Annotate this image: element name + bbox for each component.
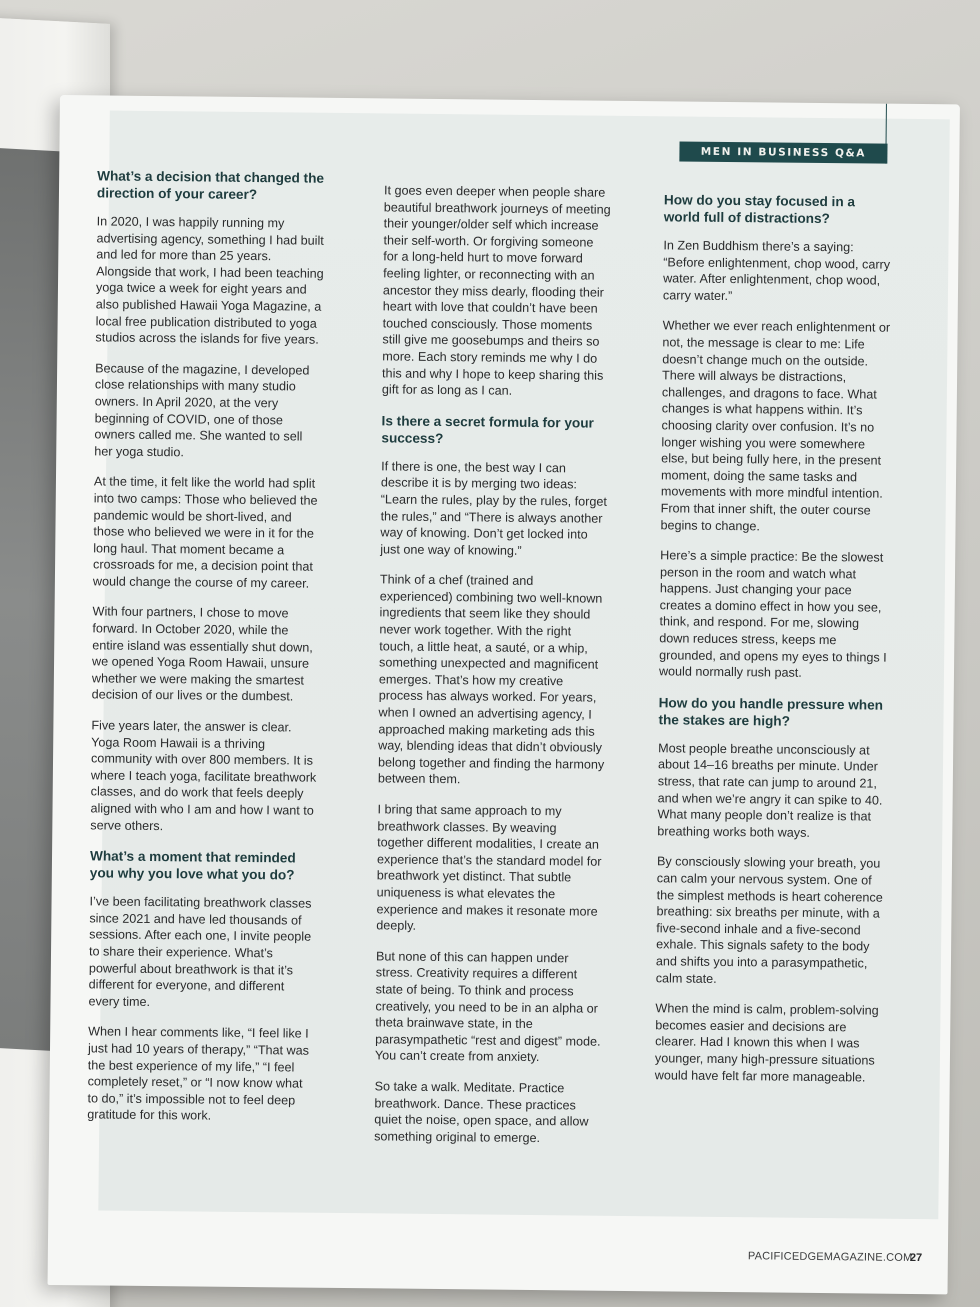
answer-paragraph: With four partners, I chose to move forward. In October 2020, while the entire island was essentially shut down, we opened Yoga Room Hawaii, unsure whether we were making the smartest decision of our lives or the dumbest. bbox=[91, 604, 313, 704]
answer-paragraph: When I hear comments like, “I feel like I just had 10 years of therapy,” “That was the best experience of my life,” “I feel completely reset,” or “I now know what to do,” it’s impossible not to feel deep gratitude for this work. bbox=[87, 1024, 310, 1123]
answer-paragraph: Most people breathe unconsciously at about 14–16 breaths per minute. Under stress, that rate can jump to around 21, and when we’re angry it can spike to 40. What many people don’t realize is that breathing works both ways. bbox=[657, 741, 883, 840]
section-tag: MEN IN BUSINESS Q&A bbox=[679, 141, 887, 163]
question-heading: How do you stay focused in a world full of distractions? bbox=[663, 192, 856, 227]
answer-paragraph: In 2020, I was happily running my advertising agency, something I had built and led for more than 25 years. Alongside that work, I had been teaching yoga twice a week for eight years and also published Hawaii Yoga Magazine, a local free publication distributed to yoga studios across the islands for five years. bbox=[95, 214, 324, 347]
answer-paragraph: But none of this can happen under stress. Creativity requires a different state of being. To think and process creatively, you need to be in an alpha or theta brainwave state, in the parasympathetic “rest and digest” mode. You can’t create from anxiety. bbox=[374, 949, 601, 1065]
answer-paragraph: It goes even deeper when people share beautiful breathwork journeys of meeting their younger/older self which increase their self-worth. Or forgiving someone for a long-held hurt to move forward feeling lighter, or reconnecting with an ancestor they miss dearly, flooding their heart with love that couldn’t have been touched consciously. Those moments still give me goosebumps and theirs so more. Each story reminds me why I do this and why I hope to keep sharing this gift for as long as I can. bbox=[381, 183, 611, 398]
magazine-page bbox=[48, 95, 960, 1294]
answer-paragraph: Five years later, the answer is clear. Yoga Room Hawaii is a thriving community with over 800 members. It is where I teach yoga, facilitate breathwork classes, and do work that feels deeply aligned with who I am and how I want to serve others. bbox=[90, 718, 317, 833]
answer-paragraph: So take a walk. Meditate. Practice breathwork. Dance. These practices quiet the noise, open space, and allow something original to emerge. bbox=[374, 1079, 589, 1145]
answer-paragraph: When the mind is calm, problem-solving becomes easier and decisions are clearer. Had I known this when I was younger, many high-pressure situations would have felt far more manageable. bbox=[654, 1001, 879, 1085]
answer-paragraph: At the time, it felt like the world had split into two camps: Those who believed the pandemic would be short-lived, and those who believed we were in it for the long haul. That moment became a crossroads for me, a decision point that would change the course of my career. bbox=[92, 474, 318, 591]
answer-paragraph: Because of the magazine, I developed close relationships with many studio owners. In April 2020, at the very beginning of COVID, one of those owners called me. She wanted to sell her yoga studio. bbox=[94, 361, 310, 460]
question-heading: Is there a secret formula for your success? bbox=[381, 413, 594, 446]
answer-paragraph: If there is one, the best way I can describe it is by merging two ideas: “Learn the rules, play by the rules, forget the rules,” and “There is always another way of knowing. Don’t get locked into just one way of knowing.” bbox=[380, 459, 607, 558]
answer-paragraph: I’ve been facilitating breathwork classes since 2021 and have led thousands of sessions. After each one, I invite people to share their experience. What’s powerful about breathwork is that it’s different for everyone, and different every time. bbox=[88, 894, 312, 1009]
page-number: 27 bbox=[909, 1251, 923, 1265]
question-heading: What’s a moment that reminded you why you love what you do? bbox=[89, 848, 296, 883]
footer-site-url: PACIFICEDGEMAGAZINE.COM bbox=[747, 1250, 913, 1264]
answer-paragraph: Here’s a simple practice: Be the slowest person in the room and watch what happens. Just changing your pace creates a domino effect in how you see, think, and respond. For me, slowing down reduces stress, keeps me grounded, and opens my eyes to things I would normally rush past. bbox=[658, 548, 887, 681]
answer-paragraph: I bring that same approach to my breathwork classes. By weaving together different modalities, I create an experience that’s the standard model for breathwork yet distinct. That subtle uniqueness is what elevates the experience and makes it resonate more deeply. bbox=[376, 802, 602, 933]
answer-paragraph: Think of a chef (trained and experienced) combining two well-known ingredients that seem like they should never work together. With the right touch, a little heat, a sauté, or a whip, something unexpected and magnificent emerges. That’s how my creative process has always worked. For years, when I owned an advertising agency, I approached making marketing ads this way, blending ideas that didn’t obviously belong together and finding the harmony between them. bbox=[377, 572, 605, 787]
text-column-1 bbox=[87, 167, 325, 1139]
answer-paragraph: In Zen Buddhism there’s a saying: “Before enlightenment, chop wood, carry water. After enlightenment, chop wood, carry water.” bbox=[662, 238, 891, 303]
text-column-2 bbox=[374, 182, 612, 1161]
answer-paragraph: By consciously slowing your breath, you can calm your nervous system. One of the simplest methods is heart coherence breathing: six breaths per minute, with a five-second inhale and a five-second exhale. This signals safety to the body and shifts you into a parasympathetic, calm state. bbox=[655, 854, 883, 986]
text-column-3 bbox=[655, 191, 892, 1099]
question-heading: How do you handle pressure when the stakes are high? bbox=[658, 695, 884, 729]
answer-paragraph: Whether we ever reach enlightenment or not, the message is clear to me: Life doesn’t change much on the outside. There will always be distractions, challenges, and dragons to face. What changes is what happens within. It’s choosing clarity over confusion. It’s no longer wishing you were somewhere else, but being fully here, in the present moment, doing the same tasks and movements with more mindful intention. From that inner shift, the outer course begins to change. bbox=[660, 318, 891, 533]
question-heading: What’s a decision that changed the direction of your career? bbox=[96, 168, 325, 203]
